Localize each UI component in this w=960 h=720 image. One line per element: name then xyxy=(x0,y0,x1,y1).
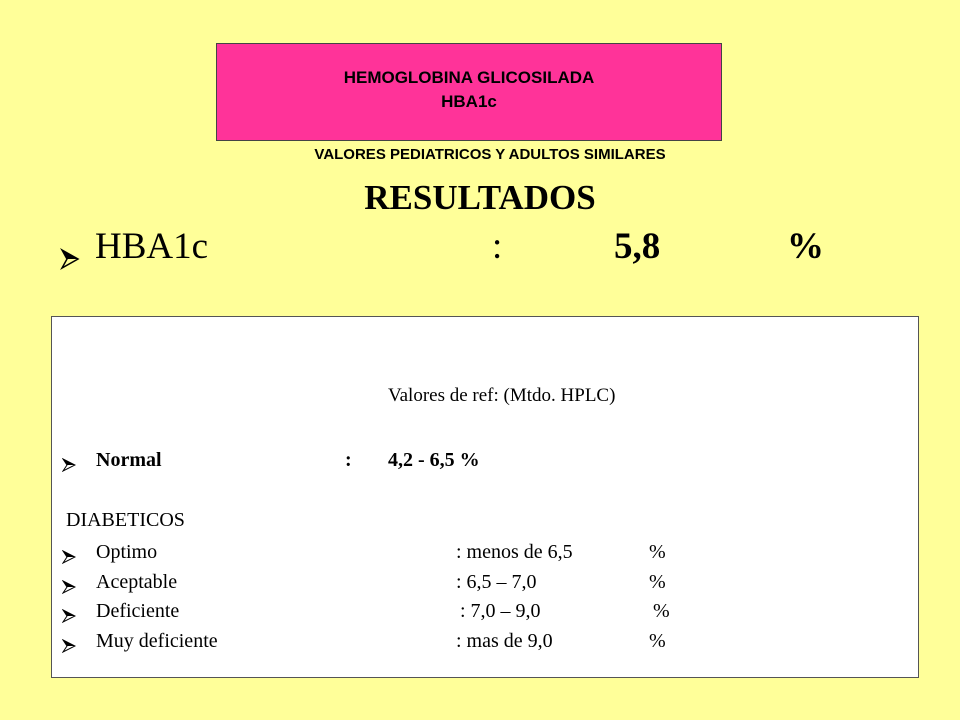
subtitle: VALORES PEDIATRICOS Y ADULTOS SIMILARES xyxy=(314,146,666,163)
row-value: : 6,5 – 7,0 xyxy=(456,571,537,593)
row-label: Deficiente xyxy=(96,600,180,622)
title-line-1: HEMOGLOBINA GLICOSILADA xyxy=(343,68,595,87)
reference-title: Valores de ref: (Mtdo. HPLC) xyxy=(388,385,616,406)
normal-separator: : xyxy=(345,449,352,471)
row-label: Aceptable xyxy=(96,571,178,593)
result-separator: : xyxy=(492,226,503,267)
normal-value: 4,2 - 6,5 % xyxy=(388,449,480,471)
arrowhead-bullet-icon xyxy=(62,455,76,478)
row-unit: % xyxy=(649,630,666,652)
row-value: : 7,0 – 9,0 xyxy=(460,600,541,622)
row-label: Optimo xyxy=(96,541,158,563)
result-value: 5,8 xyxy=(614,226,661,267)
title-line-2: HBA1c xyxy=(441,92,497,111)
arrowhead-bullet-icon xyxy=(62,547,76,570)
row-label: Muy deficiente xyxy=(96,630,218,652)
row-unit: % xyxy=(649,571,666,593)
diabetics-heading: DIABETICOS xyxy=(66,509,185,531)
arrowhead-bullet-icon xyxy=(62,606,76,629)
normal-label: Normal xyxy=(96,449,162,471)
main-result-row xyxy=(0,225,960,275)
arrowhead-bullet-icon xyxy=(60,237,80,280)
row-unit: % xyxy=(649,541,666,563)
arrowhead-bullet-icon xyxy=(62,636,76,659)
arrowhead-bullet-icon xyxy=(62,577,76,600)
row-unit: % xyxy=(653,600,670,622)
reference-box xyxy=(51,316,919,678)
title-box xyxy=(216,43,722,141)
row-value: : mas de 9,0 xyxy=(456,630,553,652)
result-unit: % xyxy=(787,226,824,267)
result-label: HBA1c xyxy=(95,226,209,267)
row-value: : menos de 6,5 xyxy=(456,541,573,563)
results-heading: RESULTADOS xyxy=(364,178,596,217)
